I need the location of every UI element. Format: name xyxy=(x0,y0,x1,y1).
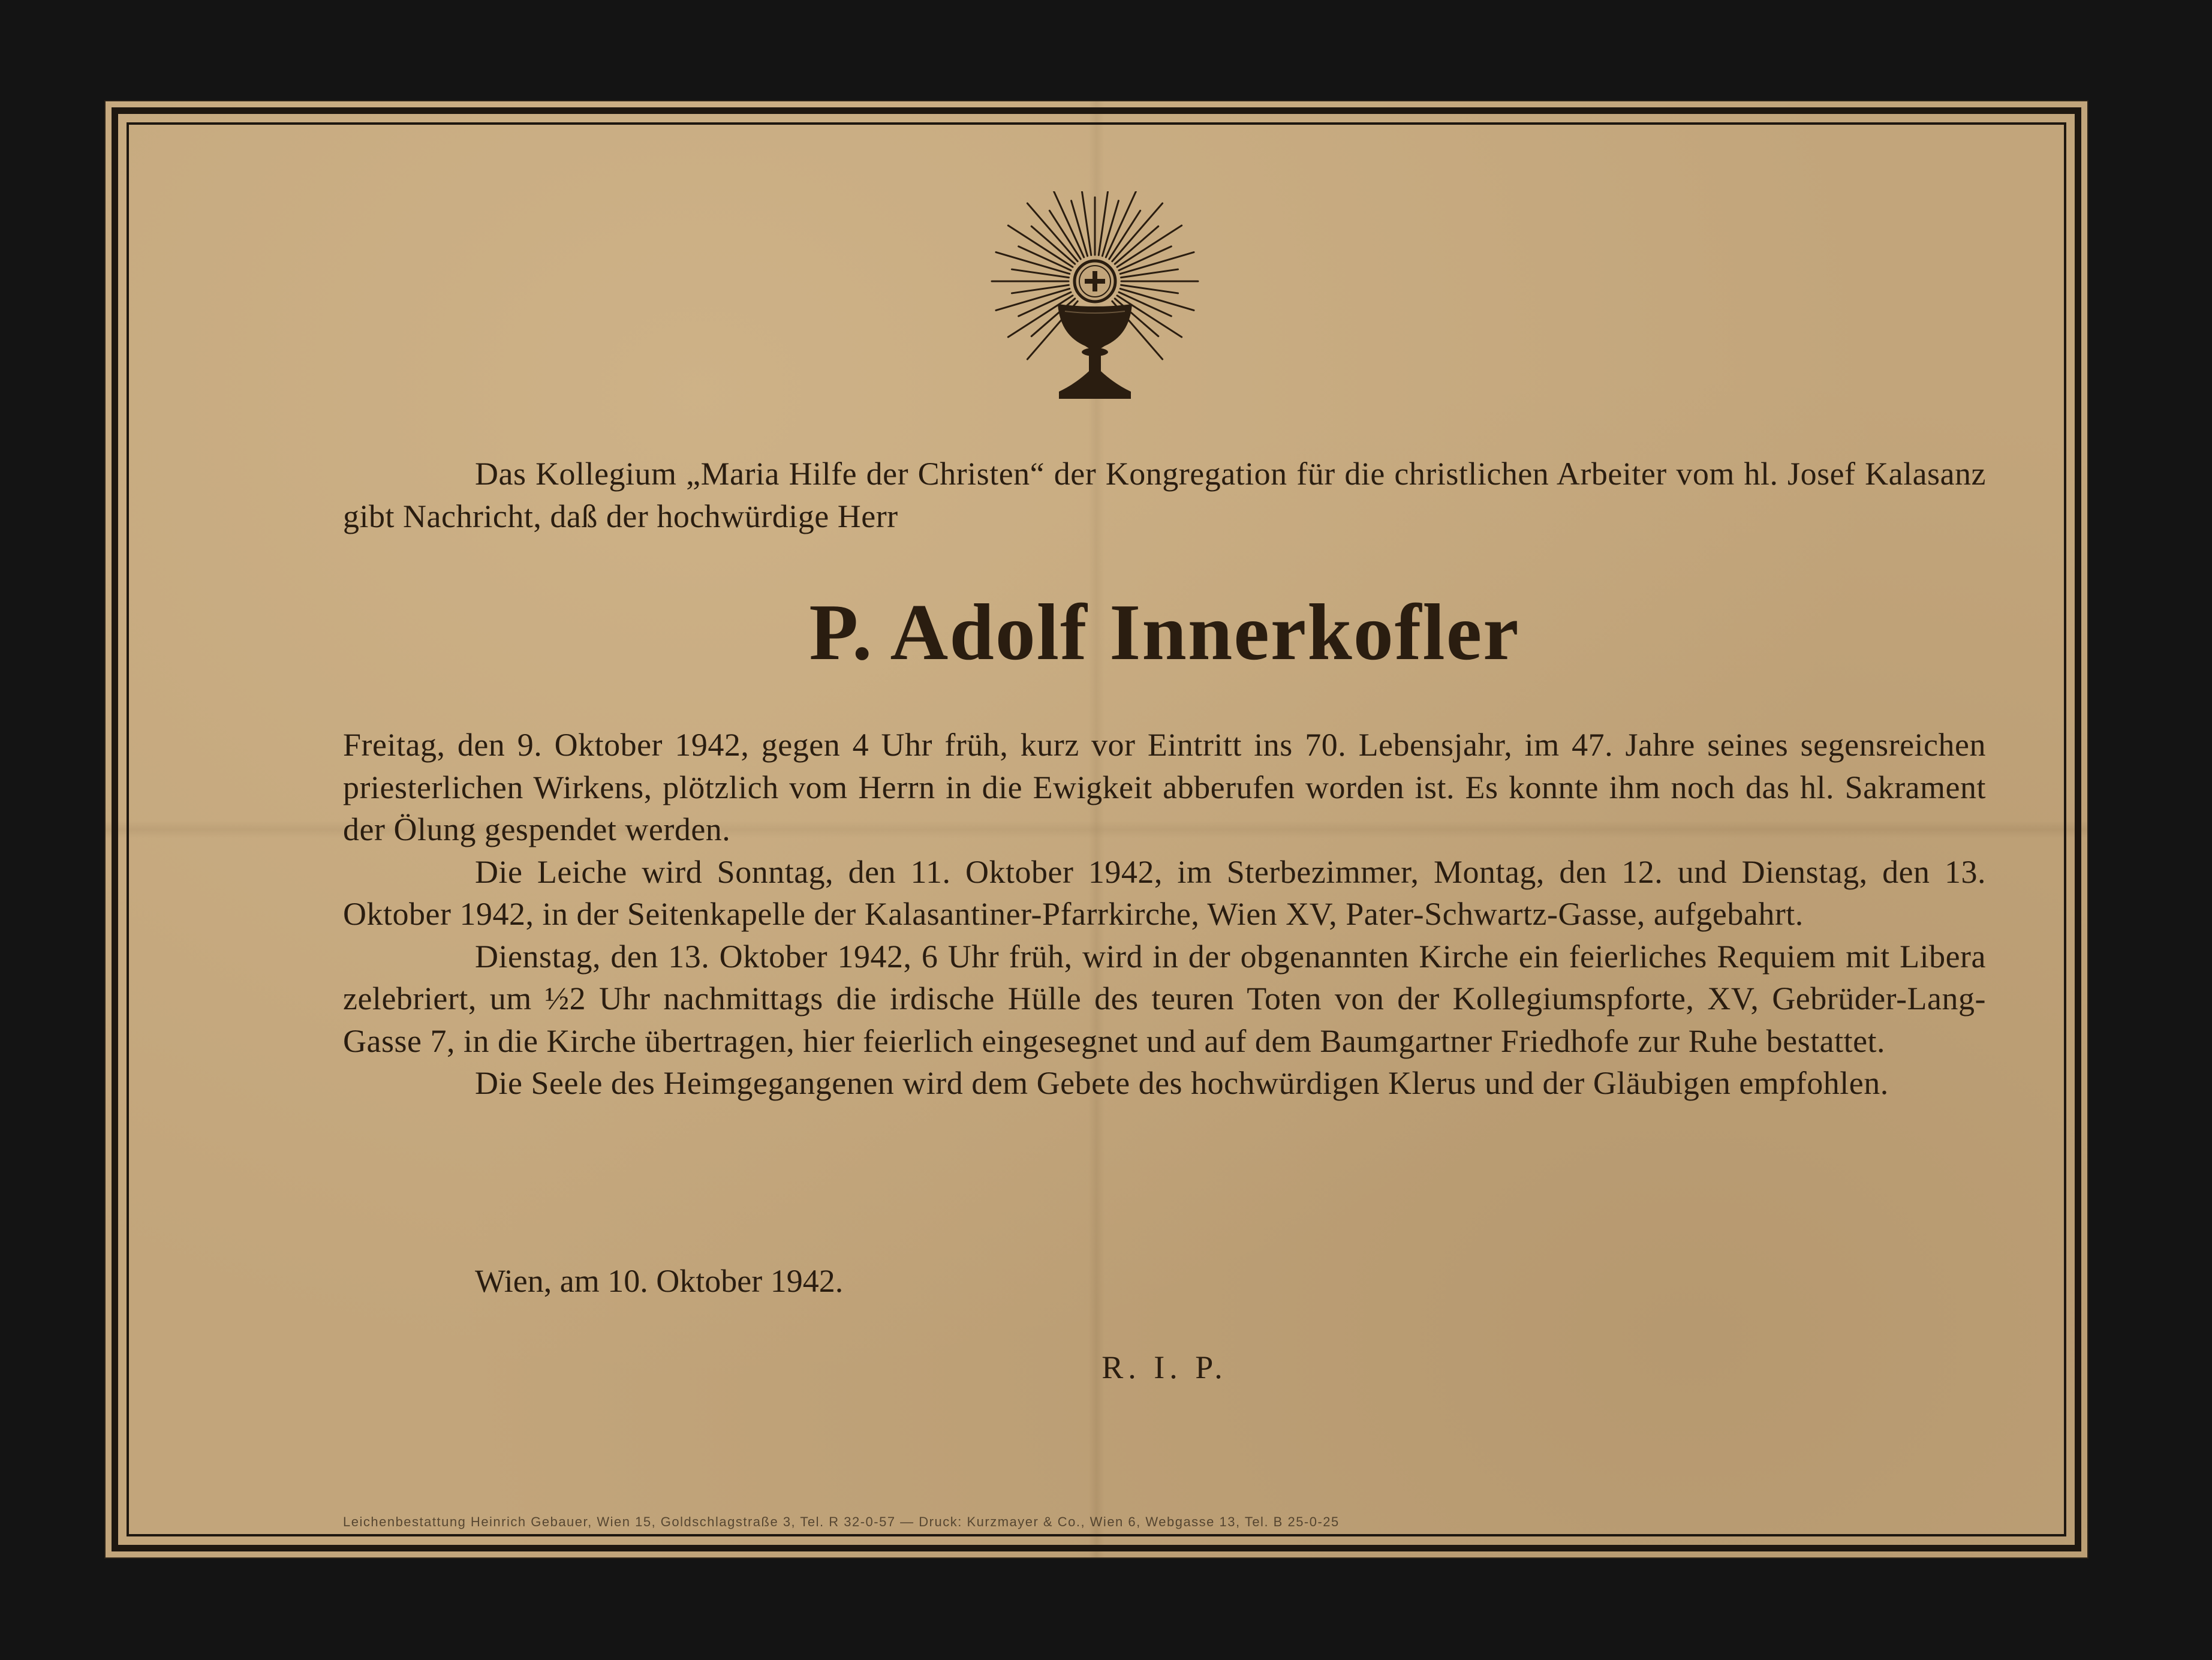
printer-footer: Leichenbestattung Heinrich Gebauer, Wien 15, Goldschlagstraße 3, Tel. R 32-0-57 — Druck: Kurzmayer & Co., Wien 6, Webgasse 13, Tel. B 25-0-25 xyxy=(343,1514,1340,1529)
ray-line xyxy=(1027,203,1078,261)
ray-line xyxy=(1099,191,1109,255)
deceased-name: P. Adolf Innerkofler xyxy=(809,588,1520,676)
ray-line xyxy=(1081,191,1091,255)
ray-line xyxy=(1112,203,1163,261)
ray-line xyxy=(1120,252,1194,274)
chalice-with-host-icon xyxy=(987,191,1203,419)
lying-in-state-paragraph: Die Leiche wird Sonntag, den 11. Oktober 1942, im Sterbezimmer, Montag, den 12. und Dienstag, den 13. Oktober 1942, in der Seitenkapelle der Kalasantiner-Pfarrkirche, Wien XV, Pater-Schwartz-Gasse, aufgebahrt. xyxy=(343,853,1986,932)
ray-line xyxy=(996,252,1070,274)
death-notice-card xyxy=(106,101,2087,1557)
requiem-paragraph: Dienstag, den 13. Oktober 1942, 6 Uhr früh, wird in der obgenannten Kirche ein feierliches Requiem mit Libera zelebriert, um ½2 Uhr nachmittags die irdische Hülle des teuren Toten von der Kollegiumspforte, XV, Gebrüder-Lang-Gasse 7, in die Kirche übertragen, hier feierlich eingesegnet und auf dem Baumgartner Friedhofe zur Ruhe bestattet. xyxy=(343,938,1986,1059)
death-paragraph: Freitag, den 9. Oktober 1942, gegen 4 Uhr früh, kurz vor Eintritt ins 70. Lebensjahr, im 47. Jahre seines segensreichen priesterlichen Wirkens, plötzlich vom Herrn in die Ewigkeit abberufen worden ist. Es konnte ihm noch das hl. Sakrament der Ölung gespendet werden. xyxy=(343,727,1986,847)
intro-paragraph: Das Kollegium „Maria Hilfe der Christen“ der Kongregation für die christlichen Arbeiter vom hl. Josef Kalasanz gibt Nachricht, daß der hochwürdige Herr xyxy=(343,456,1986,534)
notice-body xyxy=(343,724,1986,1105)
rip-closing: R. I. P. xyxy=(1102,1349,1227,1385)
date-line: Wien, am 10. Oktober 1942. xyxy=(475,1263,844,1299)
prayer-paragraph: Die Seele des Heimgegangenen wird dem Gebete des hochwürdigen Klerus und der Gläubigen empfohlen. xyxy=(475,1065,1889,1101)
